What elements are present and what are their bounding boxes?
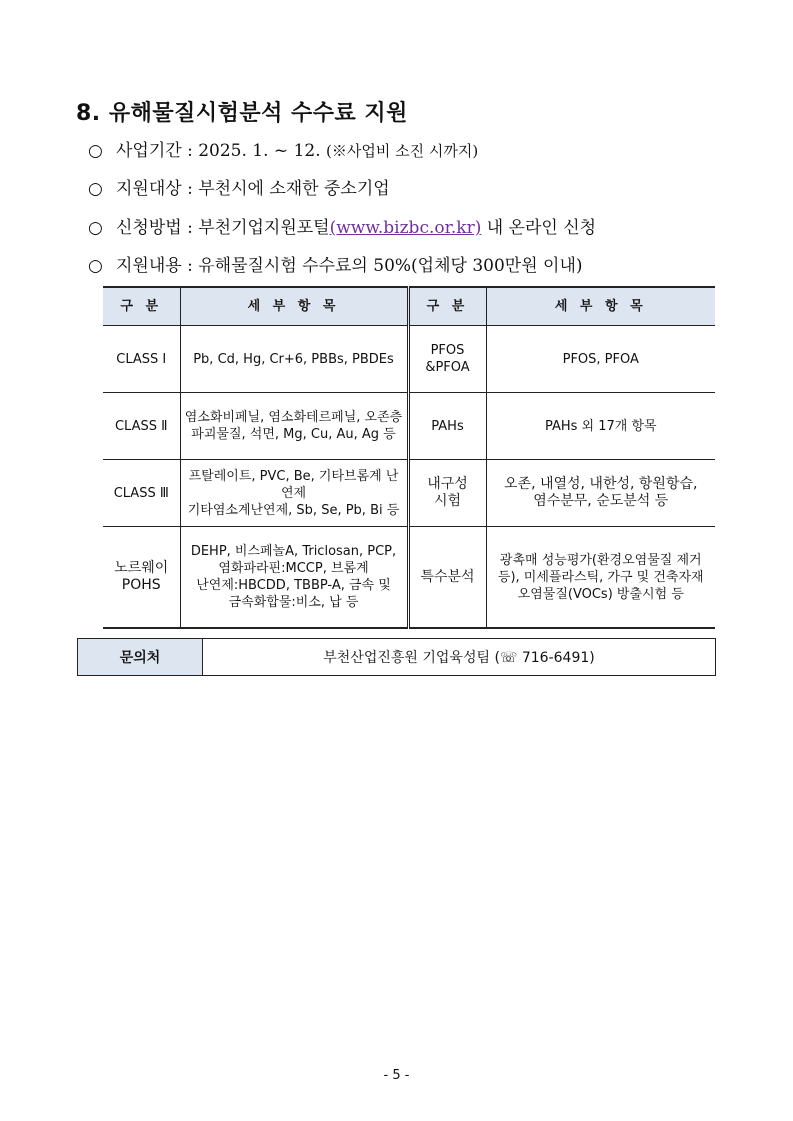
bullet-text: 신청방법 : 부천기업지원포털 [116, 218, 330, 238]
contact-value: 부천산업진흥원 기업육성팀 (☏ 716-6491) [203, 639, 716, 676]
category-line: POHS [121, 577, 161, 593]
table-row [103, 527, 715, 629]
bullet-target [88, 175, 390, 203]
detail-line: 등), 미세플라스틱, 가구 및 건축자재 [497, 569, 704, 585]
detail-line: 파괴물질, 석면, Mg, Cu, Au, Ag 등 [191, 427, 396, 442]
table-row [103, 393, 715, 460]
table-row [103, 326, 715, 393]
bullet-suffix: 내 온라인 신청 [486, 218, 597, 238]
table-header-row [103, 287, 715, 326]
detail-line: Pb, Cd, Hg, Cr+6, PBBs, PBDEs [193, 351, 394, 367]
bullet-method [88, 214, 596, 242]
detail-line: 염수분무, 순도분석 등 [533, 493, 669, 509]
row-details [180, 393, 408, 460]
detail-line: DEHP, 비스페놀A, Triclosan, PCP, [190, 544, 397, 559]
bullet-text: 지원내용 : 유해물질시험 수수료의 50%(업체당 300만원 이내) [116, 256, 583, 276]
row-category [408, 527, 486, 629]
row-details [486, 527, 715, 629]
header-category: 구 분 [408, 287, 486, 326]
bullet-content [88, 252, 583, 280]
header-details: 세 부 항 목 [180, 287, 408, 326]
detail-line: 염소화비페닐, 염소화테르페닐, 오존층 [184, 410, 403, 425]
row-category: CLASS Ⅲ [103, 460, 180, 527]
row-details [180, 527, 408, 629]
circle-bullet-icon: ○ [88, 218, 103, 238]
category-line: 시험 [433, 493, 462, 509]
portal-link[interactable]: (www.bizbc.or.kr) [329, 218, 482, 238]
bullet-period [88, 137, 478, 165]
detail-line: 오염물질(VOCs) 방출시험 등 [517, 586, 684, 602]
bullet-note: (※사업비 소진 시까지) [326, 142, 479, 160]
category-line: PAHs [431, 418, 464, 434]
detail-line: 금속화합물:비소, 납 등 [228, 595, 359, 610]
circle-bullet-icon: ○ [88, 256, 103, 276]
row-category [408, 326, 486, 393]
test-items-table [103, 286, 715, 629]
table-row [103, 460, 715, 527]
row-category [408, 460, 486, 527]
header-details: 세 부 항 목 [486, 287, 715, 326]
row-details [486, 326, 715, 393]
row-details [180, 326, 408, 393]
detail-line: PAHs 외 17개 항목 [544, 418, 657, 434]
row-details [180, 460, 408, 527]
detail-line: 광촉매 성능평가(환경오염물질 제거 [499, 552, 702, 568]
row-category: CLASS Ⅰ [103, 326, 180, 393]
row-details [486, 393, 715, 460]
detail-line: 난연제:HBCDD, TBBP-A, 금속 및 [196, 578, 391, 593]
row-category: CLASS Ⅱ [103, 393, 180, 460]
category-line: &PFOA [425, 360, 470, 375]
contact-table [77, 638, 716, 676]
page-title: 8. 유해물질시험분석 수수료 지원 [76, 101, 408, 126]
circle-bullet-icon: ○ [88, 141, 103, 161]
detail-line: 염화파라핀:MCCP, 브롬계 [218, 561, 369, 576]
bullet-text: 사업기간 : 2025. 1. ~ 12. [116, 141, 321, 161]
category-line: PFOS [430, 343, 465, 358]
header-category: 구 분 [103, 287, 180, 326]
contact-row [78, 639, 716, 676]
detail-line: 기타염소계난연제, Sb, Se, Pb, Bi 등 [187, 502, 400, 518]
bullet-text: 지원대상 : 부천시에 소재한 중소기업 [116, 179, 390, 199]
contact-label: 문의처 [78, 639, 203, 676]
page-number: - 5 - [383, 1068, 410, 1083]
circle-bullet-icon: ○ [88, 179, 103, 199]
row-category [408, 393, 486, 460]
row-details [486, 460, 715, 527]
category-line: 노르웨이 [114, 560, 169, 576]
category-line: 특수분석 [420, 568, 475, 585]
detail-line: 오존, 내열성, 내한성, 항원항습, [504, 476, 698, 492]
row-category [103, 527, 180, 629]
detail-line: 프탈레이트, PVC, Be, 기타브롬계 난연제 [188, 468, 399, 501]
detail-line: PFOS, PFOA [562, 351, 639, 367]
category-line: 내구성 [427, 476, 468, 492]
